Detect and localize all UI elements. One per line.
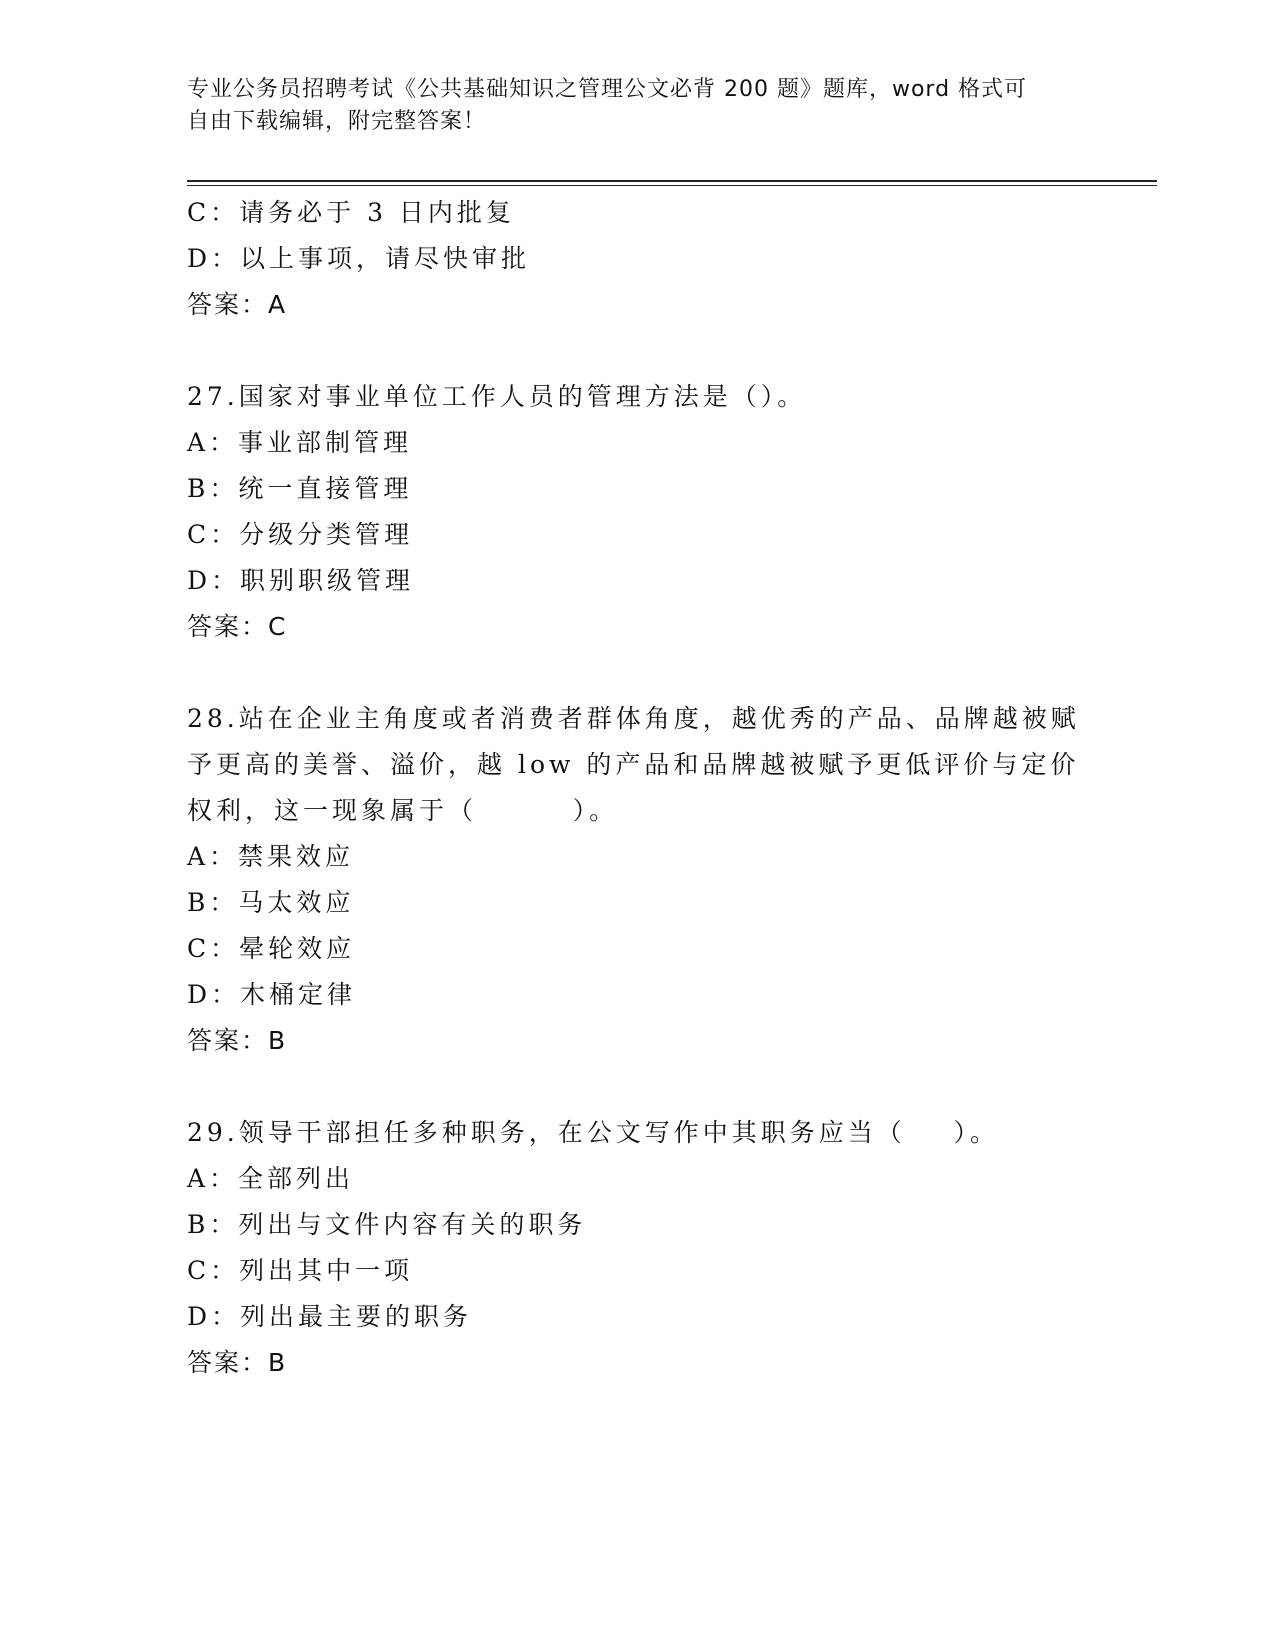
question-text-line-3: 权利，这一现象属于（ ）。 — [187, 796, 619, 825]
option-a: A：全部列出 — [187, 1164, 355, 1193]
option-d: D：列出最主要的职务 — [187, 1302, 473, 1331]
header-divider-thin — [187, 185, 1157, 186]
option-c: C：列出其中一项 — [187, 1256, 414, 1285]
answer: 答案：B — [187, 1026, 288, 1055]
option-a: A：事业部制管理 — [187, 428, 413, 457]
page-header — [187, 74, 1087, 138]
spacer — [187, 328, 1087, 374]
option-a: A：禁果效应 — [187, 842, 355, 871]
header-line-1: 专业公务员招聘考试《公共基础知识之管理公文必背 200 题》题库，word 格式可 — [187, 77, 1028, 102]
answer: 答案：C — [187, 612, 288, 641]
header-divider-thick — [187, 180, 1157, 182]
header-line-2: 自由下载编辑，附完整答案！ — [187, 109, 487, 134]
question-27 — [187, 374, 1087, 650]
question-text: 29.领导干部担任多种职务，在公文写作中其职务应当（ ）。 — [187, 1118, 1000, 1147]
question-29 — [187, 1110, 1087, 1386]
option-d: D：以上事项，请尽快审批 — [187, 244, 531, 273]
question-text-line-1: 28.站在企业主角度或者消费者群体角度，越优秀的产品、品牌越被赋 — [187, 704, 1080, 733]
question-text: 27.国家对事业单位工作人员的管理方法是（）。 — [187, 382, 807, 411]
option-c: C：请务必于 3 日内批复 — [187, 198, 515, 227]
answer: 答案：A — [187, 290, 288, 319]
option-b: B：马太效应 — [187, 888, 355, 917]
option-c: C：分级分类管理 — [187, 520, 414, 549]
question-28 — [187, 696, 1087, 1064]
prev-question-block — [187, 190, 1087, 328]
option-d: D：木桶定律 — [187, 980, 357, 1009]
question-content — [187, 190, 1087, 1386]
spacer — [187, 1064, 1087, 1110]
option-c: C：晕轮效应 — [187, 934, 356, 963]
option-d: D：职别职级管理 — [187, 566, 415, 595]
question-text-line-2: 予更高的美誉、溢价，越 low 的产品和品牌越被赋予更低评价与定价 — [187, 750, 1080, 779]
spacer — [187, 650, 1087, 696]
answer: 答案：B — [187, 1348, 288, 1377]
option-b: B：列出与文件内容有关的职务 — [187, 1210, 587, 1239]
option-b: B：统一直接管理 — [187, 474, 413, 503]
